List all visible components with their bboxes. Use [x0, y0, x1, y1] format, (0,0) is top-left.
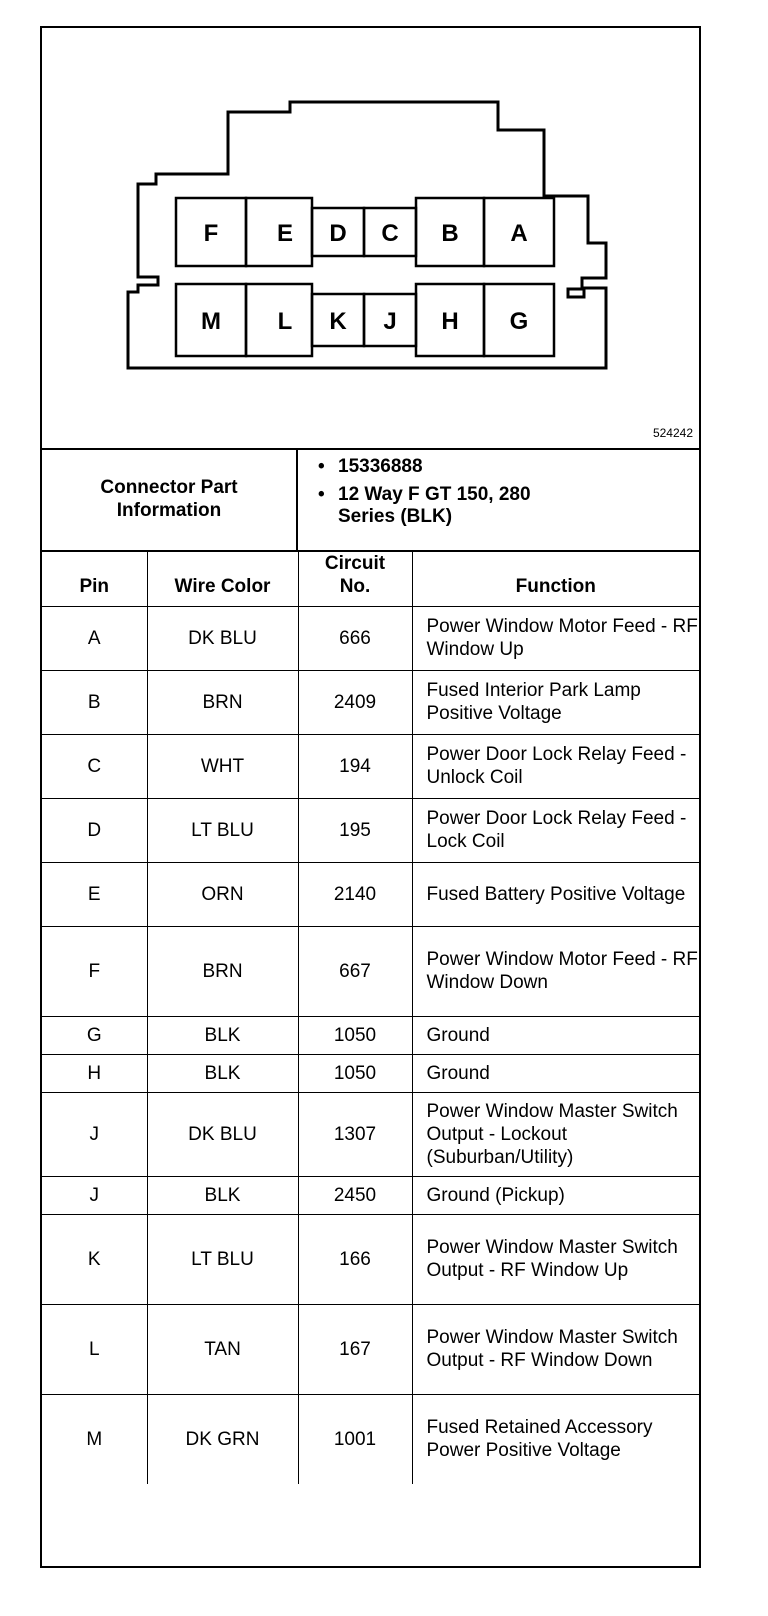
- table-row: [42, 734, 699, 798]
- pin-cell: K: [42, 1214, 147, 1304]
- pin-label: J: [383, 308, 397, 335]
- circuit-no-cell: 1307: [298, 1092, 412, 1176]
- wire-color-cell: DK GRN: [147, 1394, 298, 1484]
- pin-cell: B: [42, 670, 147, 734]
- connector-part-info-list: [298, 448, 699, 550]
- pin-cell: E: [42, 862, 147, 926]
- circuit-no-cell: 195: [298, 798, 412, 862]
- circuit-no-cell: 194: [298, 734, 412, 798]
- pin-cell: H: [42, 1054, 147, 1092]
- function-cell: Power Door Lock Relay Feed - Lock Coil: [412, 798, 699, 862]
- pin-cell: C: [42, 734, 147, 798]
- wire-color-cell: BLK: [147, 1054, 298, 1092]
- pin-label: L: [277, 308, 293, 335]
- pin-cell: D: [42, 798, 147, 862]
- table-row: [42, 862, 699, 926]
- bullet-icon: •: [318, 456, 325, 477]
- pin-label: A: [510, 220, 528, 247]
- function-cell: Ground (Pickup): [412, 1176, 699, 1214]
- function-cell: Fused Interior Park Lamp Positive Voltage: [412, 670, 699, 734]
- table-row: [42, 1394, 699, 1484]
- table-row: [42, 926, 699, 1016]
- pin-cell: G: [42, 1016, 147, 1054]
- wire-color-cell: DK BLU: [147, 606, 298, 670]
- circuit-no-cell: 2140: [298, 862, 412, 926]
- table-row: [42, 1054, 699, 1092]
- function-cell: Power Window Master Switch Output - Lockout (Suburban/Utility): [412, 1092, 699, 1176]
- header-pin: Pin: [79, 575, 110, 597]
- header-wire-color: Wire Color: [147, 550, 298, 606]
- function-cell: Ground: [412, 1054, 699, 1092]
- pin-cell: A: [42, 606, 147, 670]
- function-cell: Power Window Motor Feed - RF Window Up: [412, 606, 699, 670]
- pin-label: D: [329, 220, 347, 247]
- circuit-no-cell: 1001: [298, 1394, 412, 1484]
- connector-part-info-label: Connector Part Information: [42, 448, 298, 550]
- function-cell: Power Door Lock Relay Feed - Unlock Coil: [412, 734, 699, 798]
- pin-table: [42, 550, 699, 1484]
- table-row: [42, 1016, 699, 1054]
- figure-id: 524242: [652, 426, 693, 440]
- function-cell: Power Window Motor Feed - RF Window Down: [412, 926, 699, 1016]
- wire-color-cell: WHT: [147, 734, 298, 798]
- connector-part-info: [42, 448, 699, 552]
- circuit-no-cell: 1050: [298, 1016, 412, 1054]
- wire-color-cell: LT BLU: [147, 1214, 298, 1304]
- wire-color-cell: ORN: [147, 862, 298, 926]
- pin-label: F: [203, 220, 219, 247]
- function-cell: Ground: [412, 1016, 699, 1054]
- function-cell: Power Window Master Switch Output - RF Window Up: [412, 1214, 699, 1304]
- pin-label: B: [441, 220, 459, 247]
- connector-housing-outline: [128, 102, 606, 368]
- circuit-no-cell: 666: [298, 606, 412, 670]
- circuit-no-cell: 1050: [298, 1054, 412, 1092]
- table-row: [42, 606, 699, 670]
- function-cell: Power Window Master Switch Output - RF Window Down: [412, 1304, 699, 1394]
- pin-label: E: [276, 220, 294, 247]
- connector-sheet: [40, 26, 701, 1568]
- wire-color-cell: BRN: [147, 926, 298, 1016]
- pin-table-header: [42, 550, 699, 606]
- connector-diagram: [42, 28, 699, 450]
- table-row: [42, 1304, 699, 1394]
- circuit-no-cell: 2409: [298, 670, 412, 734]
- bullet-icon: •: [318, 484, 325, 505]
- wire-color-cell: BRN: [147, 670, 298, 734]
- table-row: [42, 798, 699, 862]
- pin-label: G: [509, 308, 529, 335]
- wire-color-cell: BLK: [147, 1176, 298, 1214]
- wire-color-cell: TAN: [147, 1304, 298, 1394]
- circuit-no-cell: 167: [298, 1304, 412, 1394]
- series-item: • 12 Way F GT 150, 280 Series (BLK): [318, 484, 531, 527]
- function-cell: Fused Retained Accessory Power Positive Voltage: [412, 1394, 699, 1484]
- pin-cell: L: [42, 1304, 147, 1394]
- table-row: [42, 1092, 699, 1176]
- pin-label: M: [201, 308, 221, 335]
- wire-color-cell: LT BLU: [147, 798, 298, 862]
- connector-face-drawing: [42, 28, 699, 448]
- header-circuit-no: Circuit No.: [298, 550, 412, 606]
- pin-cell: J: [42, 1176, 147, 1214]
- table-row: [42, 1176, 699, 1214]
- wire-color-cell: BLK: [147, 1016, 298, 1054]
- part-number-item: • 15336888: [318, 456, 423, 477]
- pin-cell: J: [42, 1092, 147, 1176]
- table-row: [42, 670, 699, 734]
- circuit-no-cell: 2450: [298, 1176, 412, 1214]
- table-row: [42, 1214, 699, 1304]
- header-function: Function: [412, 550, 699, 606]
- circuit-no-cell: 667: [298, 926, 412, 1016]
- pin-cell: F: [42, 926, 147, 1016]
- pin-label: H: [441, 308, 459, 335]
- pin-label: K: [329, 308, 347, 335]
- circuit-no-cell: 166: [298, 1214, 412, 1304]
- pin-label: C: [381, 220, 399, 247]
- pin-cell: M: [42, 1394, 147, 1484]
- wire-color-cell: DK BLU: [147, 1092, 298, 1176]
- function-cell: Fused Battery Positive Voltage: [412, 862, 699, 926]
